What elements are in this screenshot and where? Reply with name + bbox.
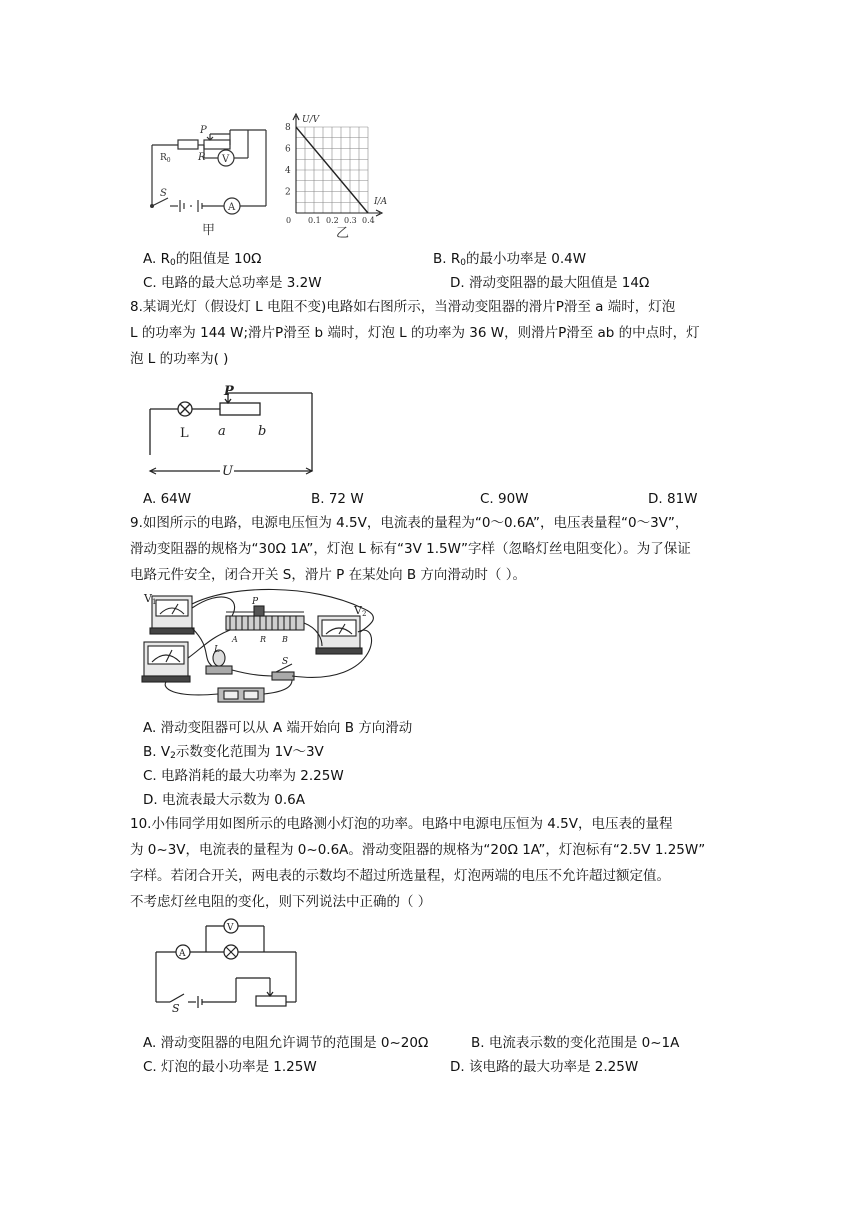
q9-fig-b-label: B	[282, 635, 288, 644]
q8-option-a[interactable]: A. 64W	[143, 491, 192, 507]
q10-fig-v-label: V	[227, 923, 234, 933]
q9-fig-r-label: R	[260, 635, 267, 644]
q10-option-c[interactable]: C. 灯泡的最小功率是 1.25W	[143, 1059, 317, 1075]
q9-fig-p-label: P	[252, 597, 259, 607]
fig7-graph-yi	[280, 110, 410, 240]
q10-fig-s-label: S	[172, 1002, 180, 1015]
q9-fig-a-label: A	[232, 635, 238, 644]
x-tick-label: 0.3	[344, 216, 357, 225]
fig7-v-label: V	[222, 154, 230, 165]
fig7-circuit-jia	[140, 118, 280, 238]
q10-fig-a-label: A	[179, 949, 186, 959]
x-tick-label: 0.2	[326, 216, 339, 225]
rheostat	[226, 616, 304, 630]
x-tick-label: 0.1	[308, 216, 321, 225]
q8-fig-l-label: L	[180, 426, 189, 441]
fig7-p-label: P	[200, 125, 207, 136]
q9-option-b[interactable]: B. $V_2$示数变化范围为 1V～3V	[143, 744, 324, 761]
q8-fig-b-label: b	[258, 424, 267, 439]
fig7-s-label: S	[160, 188, 167, 199]
y-tick-label: 4	[285, 166, 291, 176]
q7-option-c[interactable]: C. 电路的最大总功率是 3.2W	[143, 275, 322, 291]
q8-fig-a-label: a	[218, 424, 226, 439]
fig7-a-label: A	[228, 202, 236, 213]
q10-option-b[interactable]: B. 电流表示数的变化范围是 0~1A	[471, 1035, 680, 1051]
q9-option-d[interactable]: D. 电流表最大示数为 0.6A	[143, 792, 305, 808]
q8-circuit-figure	[146, 385, 326, 480]
q9-physical-circuit-figure	[132, 588, 392, 714]
switch-s	[272, 672, 294, 680]
q8-option-c[interactable]: C. 90W	[480, 491, 529, 507]
fig7-r0-label: $R_0$	[160, 153, 171, 164]
q9-fig-l-label: L	[214, 645, 220, 655]
q8-option-d[interactable]: D. 81W	[648, 491, 698, 507]
q7-option-d[interactable]: D. 滑动变阻器的最大阻值是 14Ω	[450, 275, 650, 291]
q8-fig-u-label: U	[222, 464, 233, 479]
fig7-yi-label: 乙	[336, 226, 350, 241]
q9-fig-v1-label: V1	[144, 592, 157, 606]
q9-fig-s-label: S	[282, 657, 289, 667]
x-tick-label: 0.4	[362, 216, 375, 225]
q10-circuit-figure	[150, 912, 310, 1015]
y-tick-label: 2	[285, 187, 291, 198]
q9-fig-v2-label: V2	[354, 604, 367, 618]
q8-fig-p-label: P	[224, 384, 234, 399]
q9-option-a[interactable]: A. 滑动变阻器可以从 A 端开始向 B 方向滑动	[143, 720, 413, 736]
y-tick-label: 6	[285, 144, 291, 155]
q7-option-a[interactable]: A. $R_0$的阻值是 10Ω	[143, 251, 262, 268]
fig7-r-label: R	[198, 152, 206, 163]
fig7-jia-label: 甲	[202, 223, 216, 238]
y-axis-label: U/V	[302, 115, 320, 125]
rheostat-r	[204, 140, 230, 149]
y-tick-label: 8	[285, 123, 291, 133]
q7-option-b[interactable]: B. $R_0$的最小功率是 0.4W	[433, 251, 587, 268]
rheostat-ab	[220, 403, 260, 415]
q9-option-c[interactable]: C. 电路消耗的最大功率为 2.25W	[143, 768, 344, 784]
x-axis-label: I/A	[374, 197, 388, 207]
lamp-l	[206, 666, 232, 674]
q10-stem: 10.小伟同学用如图所示的电路测小灯泡的功率。电路中电源电压恒为 4.5V，电压表的量程 为 0~3V，电流表的量程为 0~0.6A。滑动变阻器的规格为“20Ω 1A”，灯泡标有“2.5V 1.25W” 字样。若闭合开关，两电表的示数均不超过所选量程，灯泡两端的电压不允许超过额定值。 不考虑灯丝电阻的变化，则下列说法中正确的（ ）	[130, 816, 706, 910]
x-tick-label: 0	[286, 216, 292, 225]
q10-option-d[interactable]: D. 该电路的最大功率是 2.25W	[450, 1059, 639, 1075]
r0-resistor	[178, 140, 198, 149]
rheostat	[256, 996, 286, 1006]
q9-stem: 9.如图所示的电路，电源电压恒为 4.5V，电流表的量程为“0～0.6A”，电压表量程“0～3V”， 滑动变阻器的规格为“30Ω 1A”，灯泡 L 标有“3V 1.5W”字样（忽略灯丝电阻变化）。为了保证 电路元件安全，闭合开关 S，滑片 P 在某处向 B 方向滑动时（ ）。	[130, 515, 691, 583]
q10-option-a[interactable]: A. 滑动变阻器的电阻允许调节的范围是 0~20Ω	[143, 1035, 429, 1051]
q8-option-b[interactable]: B. 72 W	[311, 491, 364, 507]
q8-stem: 8.某调光灯（假设灯 L 电阻不变)电路如右图所示，当滑动变阻器的滑片P滑至 a 端时，灯泡 L 的功率为 144 W;滑片P滑至 b 端时，灯泡 L 的功率为 36 W，则滑片P滑至 ab 的中点时，灯 泡 L 的功率为( )	[130, 299, 700, 367]
